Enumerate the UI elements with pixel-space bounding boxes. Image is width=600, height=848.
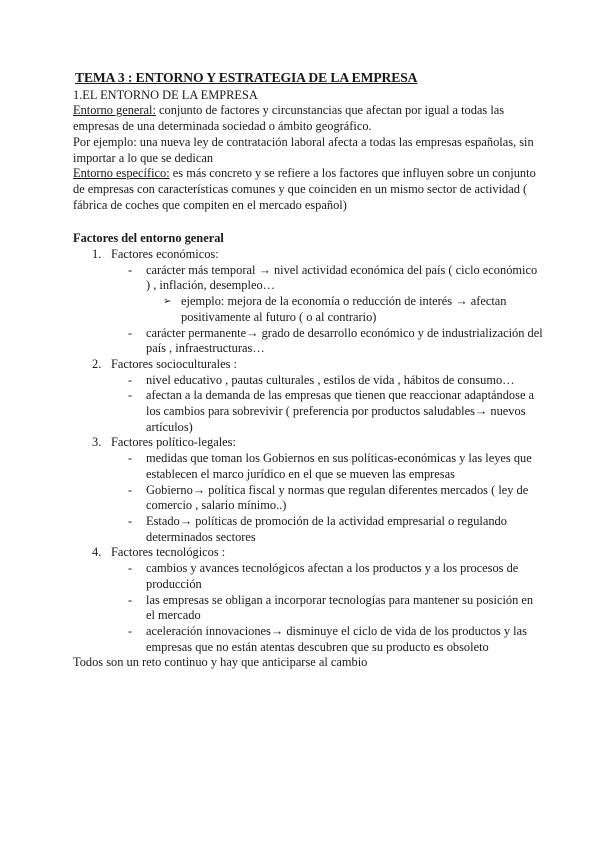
- list-item: [73, 624, 543, 655]
- list-item: [73, 514, 543, 545]
- list-number: 3.: [92, 435, 102, 450]
- dash-bullet: -: [128, 482, 133, 497]
- sub-list-item: [73, 294, 543, 325]
- example-paragraph: Por ejemplo: una nueva ley de contratación laboral afecta a todas las empresas españolas, sin importar a lo que se dedican: [73, 134, 534, 165]
- document-content: [73, 70, 543, 671]
- list-item-text: Estado→ políticas de promoción de la actividad empresarial o regulando determinados sectores: [146, 513, 507, 544]
- list-item: [73, 561, 543, 592]
- factor-label: Factores socioculturales :: [111, 356, 237, 371]
- arrow-bullet-icon: ➢: [163, 296, 172, 308]
- dash-bullet: -: [128, 451, 133, 466]
- factores-heading: Factores del entorno general: [73, 231, 224, 246]
- dash-bullet: -: [128, 561, 133, 576]
- list-item-text: afectan a la demanda de las empresas que tienen que reaccionar adaptándose a los cambios para sobrevivir ( preferencia por productos saludables→ nuevos artículos): [146, 388, 535, 434]
- list-item-text: Gobierno→ política fiscal y normas que regulan diferentes mercados ( ley de comercio , salario mínimo..): [146, 482, 529, 513]
- list-item: [73, 326, 543, 357]
- entorno-especifico-paragraph: [73, 166, 543, 213]
- list-item-text: cambios y avances tecnológicos afectan a los productos y a los procesos de producción: [146, 561, 519, 591]
- dash-bullet: -: [128, 623, 133, 638]
- page-title: TEMA 3 : ENTORNO Y ESTRATEGIA DE LA EMPRESA: [75, 70, 418, 85]
- dash-bullet: -: [128, 372, 133, 387]
- factor-item: [73, 357, 543, 373]
- factor-label: Factores económicos:: [111, 247, 219, 262]
- list-item-text: medidas que toman los Gobiernos en sus políticas-económicas y las leyes que establecen el marco jurídico en el que se mueven las empresas: [146, 451, 532, 481]
- list-item-text: carácter permanente→ grado de desarrollo económico y de industrialización del país , infraestructuras…: [146, 325, 543, 356]
- list-item-text: carácter más temporal → nivel actividad económica del país ( ciclo económico ) , inflación, desempleo…: [146, 262, 538, 293]
- dash-bullet: -: [128, 513, 133, 528]
- list-item: [73, 451, 543, 482]
- list-item: [73, 483, 543, 514]
- factor-item: [73, 247, 543, 263]
- list-item: [73, 593, 543, 624]
- section-heading: 1.EL ENTORNO DE LA EMPRESA: [73, 87, 258, 102]
- list-number: 1.: [92, 247, 102, 262]
- factor-item: [73, 435, 543, 451]
- dash-bullet: -: [128, 262, 133, 277]
- factor-label: Factores tecnológicos :: [111, 545, 226, 560]
- entorno-general-text: conjunto de factores y circunstancias que afectan por igual a todas las empresas de una determinada sociedad o ámbito geográfico.: [73, 103, 505, 134]
- conclusion: Todos son un reto continuo y hay que anticiparse al cambio: [73, 655, 368, 670]
- list-item: [73, 373, 543, 389]
- dash-bullet: -: [128, 325, 133, 340]
- list-item-text: nivel educativo , pautas culturales , estilos de vida , hábitos de consumo…: [146, 372, 515, 387]
- entorno-especifico-text: es más concreto y se refiere a los factores que influyen sobre un conjunto de empresas con características comunes y que coinciden en un mismo sector de actividad ( fábrica de coches que compiten en el mercado español): [73, 166, 536, 212]
- factor-item: [73, 545, 543, 561]
- list-item-text: las empresas se obligan a incorporar tecnologías para mantener su posición en el mercado: [146, 592, 534, 623]
- dash-bullet: -: [128, 592, 133, 607]
- list-item: [73, 263, 543, 294]
- spacer: [73, 213, 543, 231]
- list-number: 2.: [92, 356, 102, 371]
- dash-bullet: -: [128, 388, 133, 403]
- sub-list-item-text: ejemplo: mejora de la economía o reducción de interés → afectan positivamente al futuro ( o al contrario): [181, 294, 507, 324]
- list-item: [73, 388, 543, 435]
- list-number: 4.: [92, 545, 102, 560]
- factor-label: Factores político-legales:: [111, 435, 236, 450]
- factores-list: [73, 247, 543, 655]
- entorno-especifico-term: Entorno específico:: [73, 166, 170, 181]
- entorno-general-term: Entorno general:: [73, 103, 156, 118]
- list-item-text: aceleración innovaciones→ disminuye el ciclo de vida de los productos y las empresas que no están atentas descubren que su producto es obsoleto: [146, 623, 527, 654]
- entorno-general-paragraph: [73, 103, 543, 134]
